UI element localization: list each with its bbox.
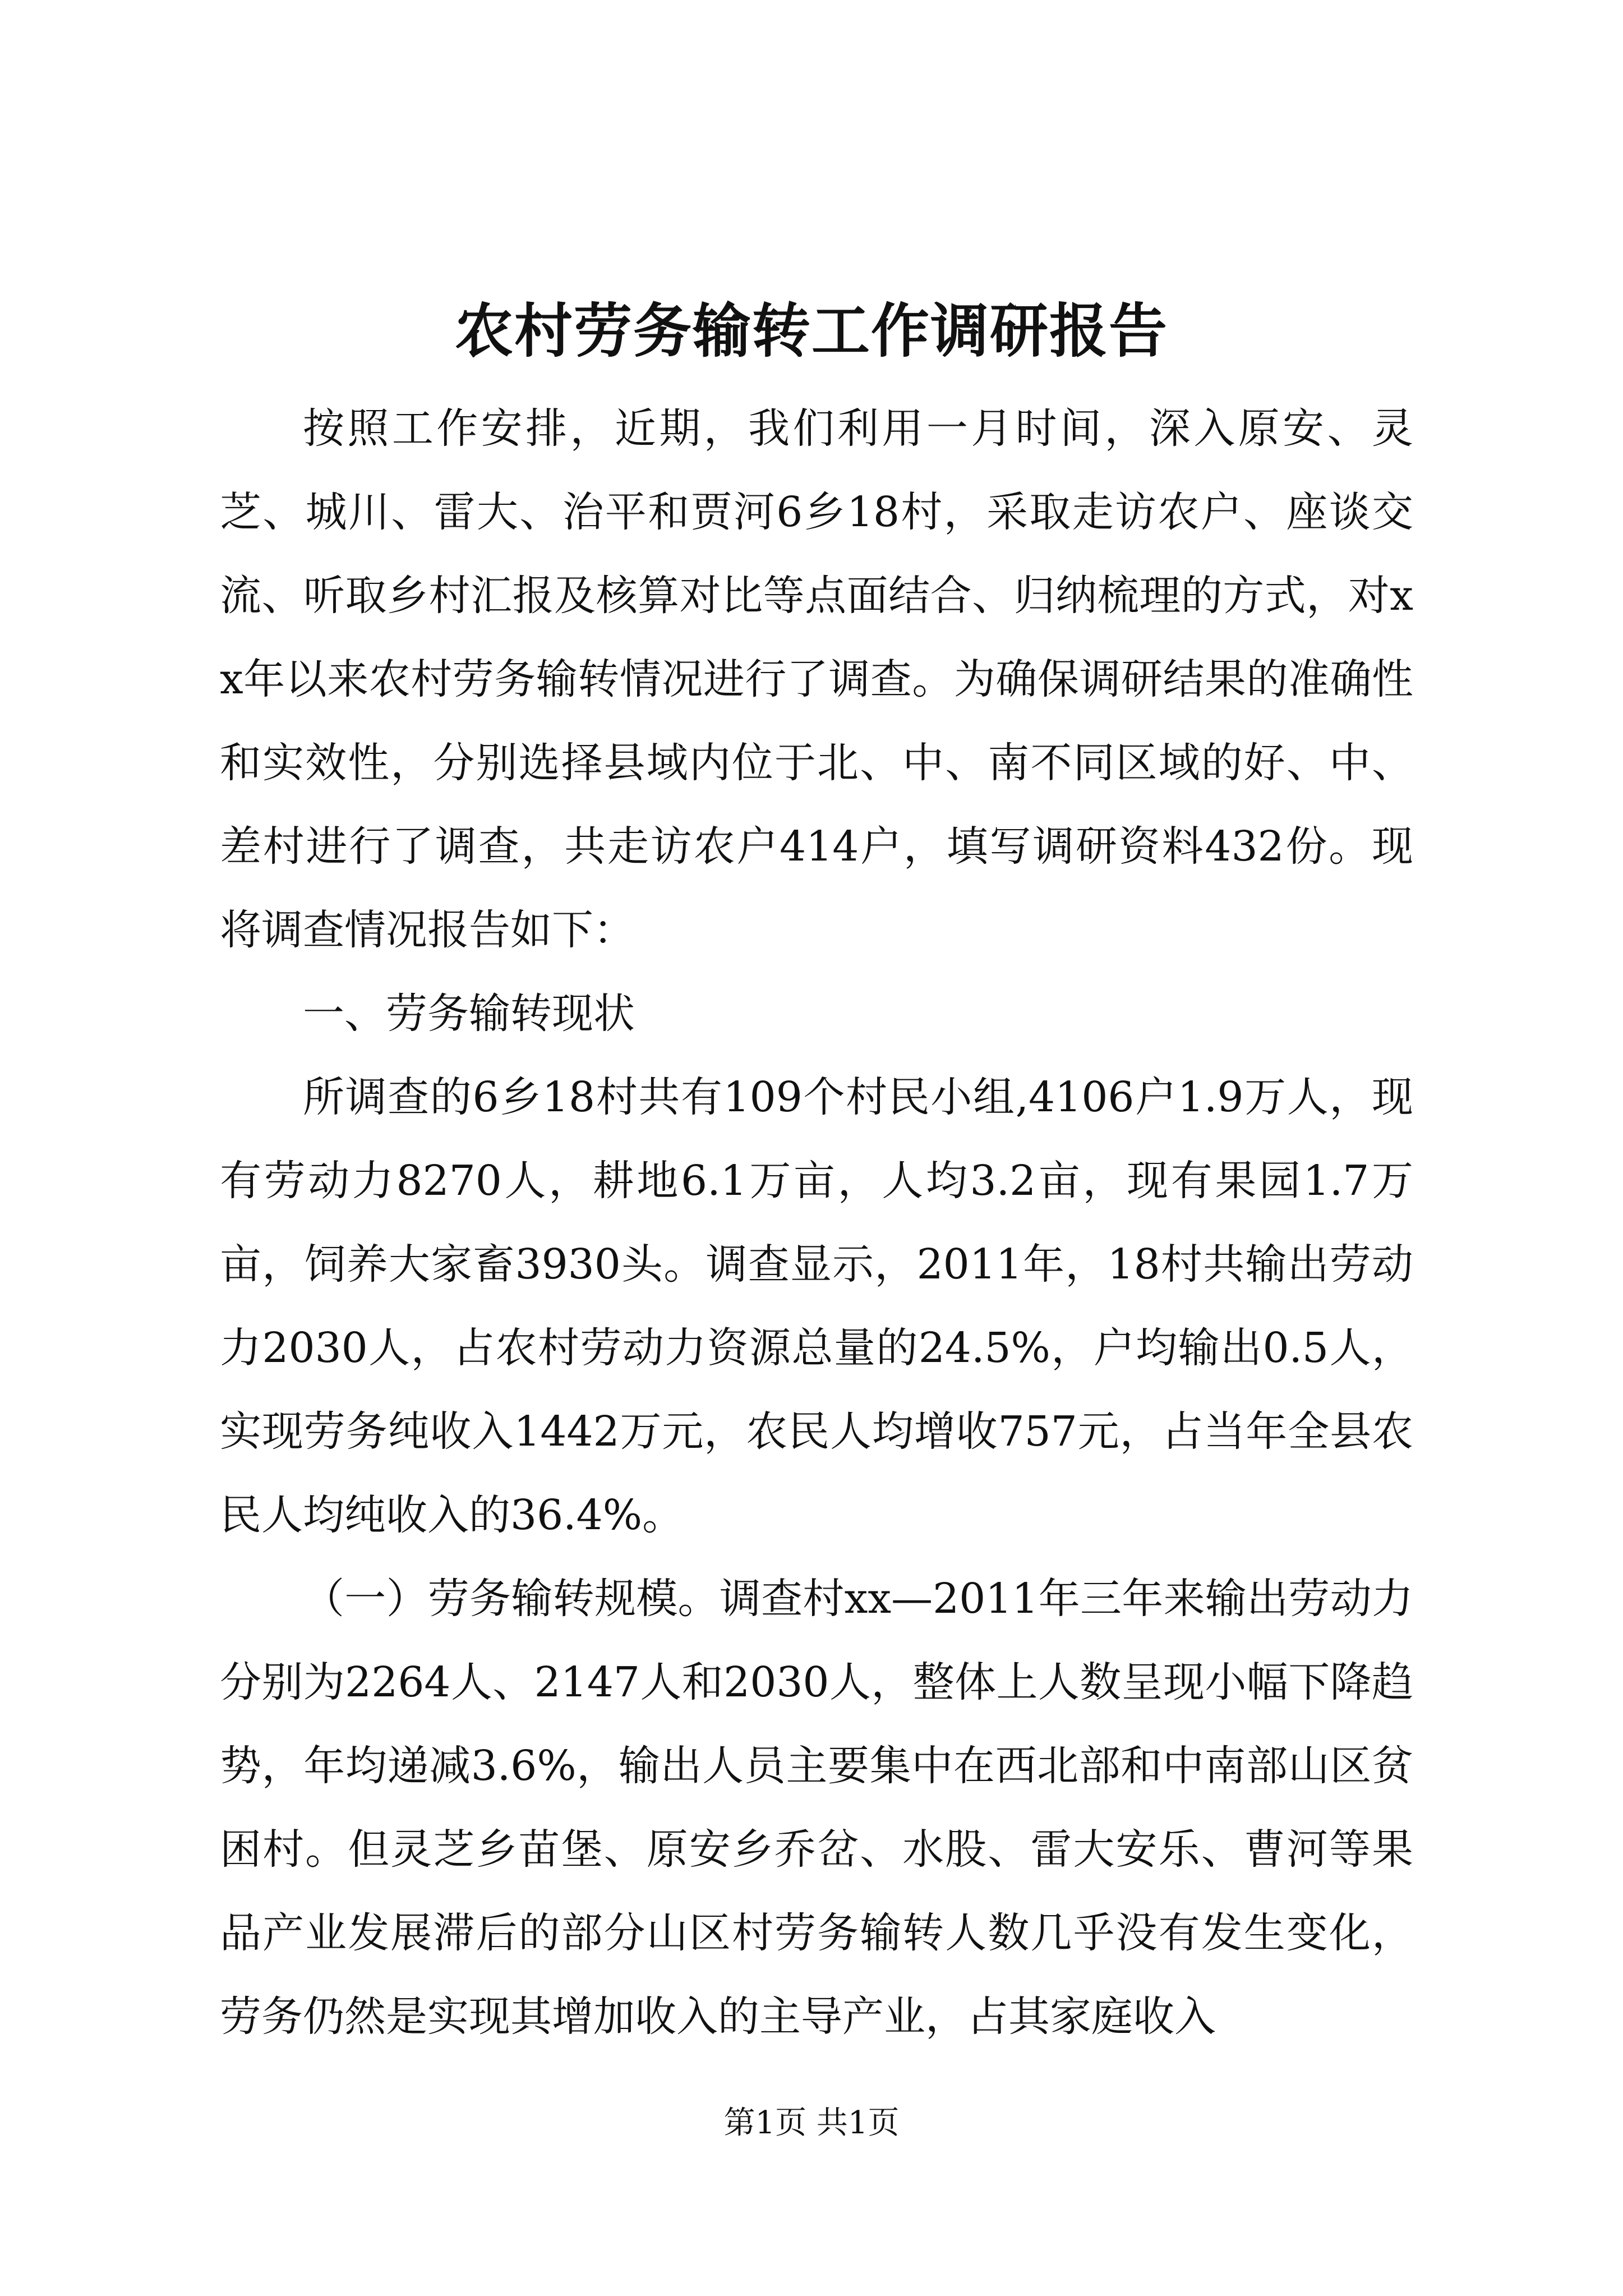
paragraph-status: 所调查的6乡18村共有109个村民小组,4106户1.9万人，现有劳动力8270人，耕地6.1万亩，人均3.2亩，现有果园1.7万亩，饲养大家畜3930头。调查显示，2011年，18村共输出劳动力2030人，占农村劳动力资源总量的24.5%，户均输出0.5人，实现劳务纯收入1442万元，农民人均增收757元，占当年全县农民人均纯收入的36.4%。 xyxy=(220,1073,1413,1539)
document-body xyxy=(220,387,1413,2059)
section-heading-1: 一、劳务输转现状 xyxy=(303,990,635,1038)
document-title: 农村劳务输转工作调研报告 xyxy=(454,296,1168,365)
paragraph-intro: 按照工作安排，近期，我们利用一月时间，深入原安、灵芝、城川、雷大、治平和贾河6乡18村，采取走访农户、座谈交流、听取乡村汇报及核算对比等点面结合、归纳梳理的方式，对xx年以来农村劳务输转情况进行了调查。为确保调研结果的准确性和实效性，分别选择县域内位于北、中、南不同区域的好、中、差村进行了调查，共走访农户414户，填写调研资料432份。现将调查情况报告如下： xyxy=(220,404,1413,954)
paragraph-scale: （一）劳务输转规模。调查村xx—2011年三年来输出劳动力分别为2264人、2147人和2030人，整体上人数呈现小幅下降趋势，年均递减3.6%，输出人员主要集中在西北部和中南部山区贫困村。但灵芝乡苗堡、原安乡乔岔、水股、雷大安乐、曹河等果品产业发展滞后的部分山区村劳务输转人数几乎没有发生变化，劳务仍然是实现其增加收入的主导产业，占其家庭收入 xyxy=(220,1575,1413,2041)
page-footer: 第1页 共1页 xyxy=(723,2105,900,2141)
